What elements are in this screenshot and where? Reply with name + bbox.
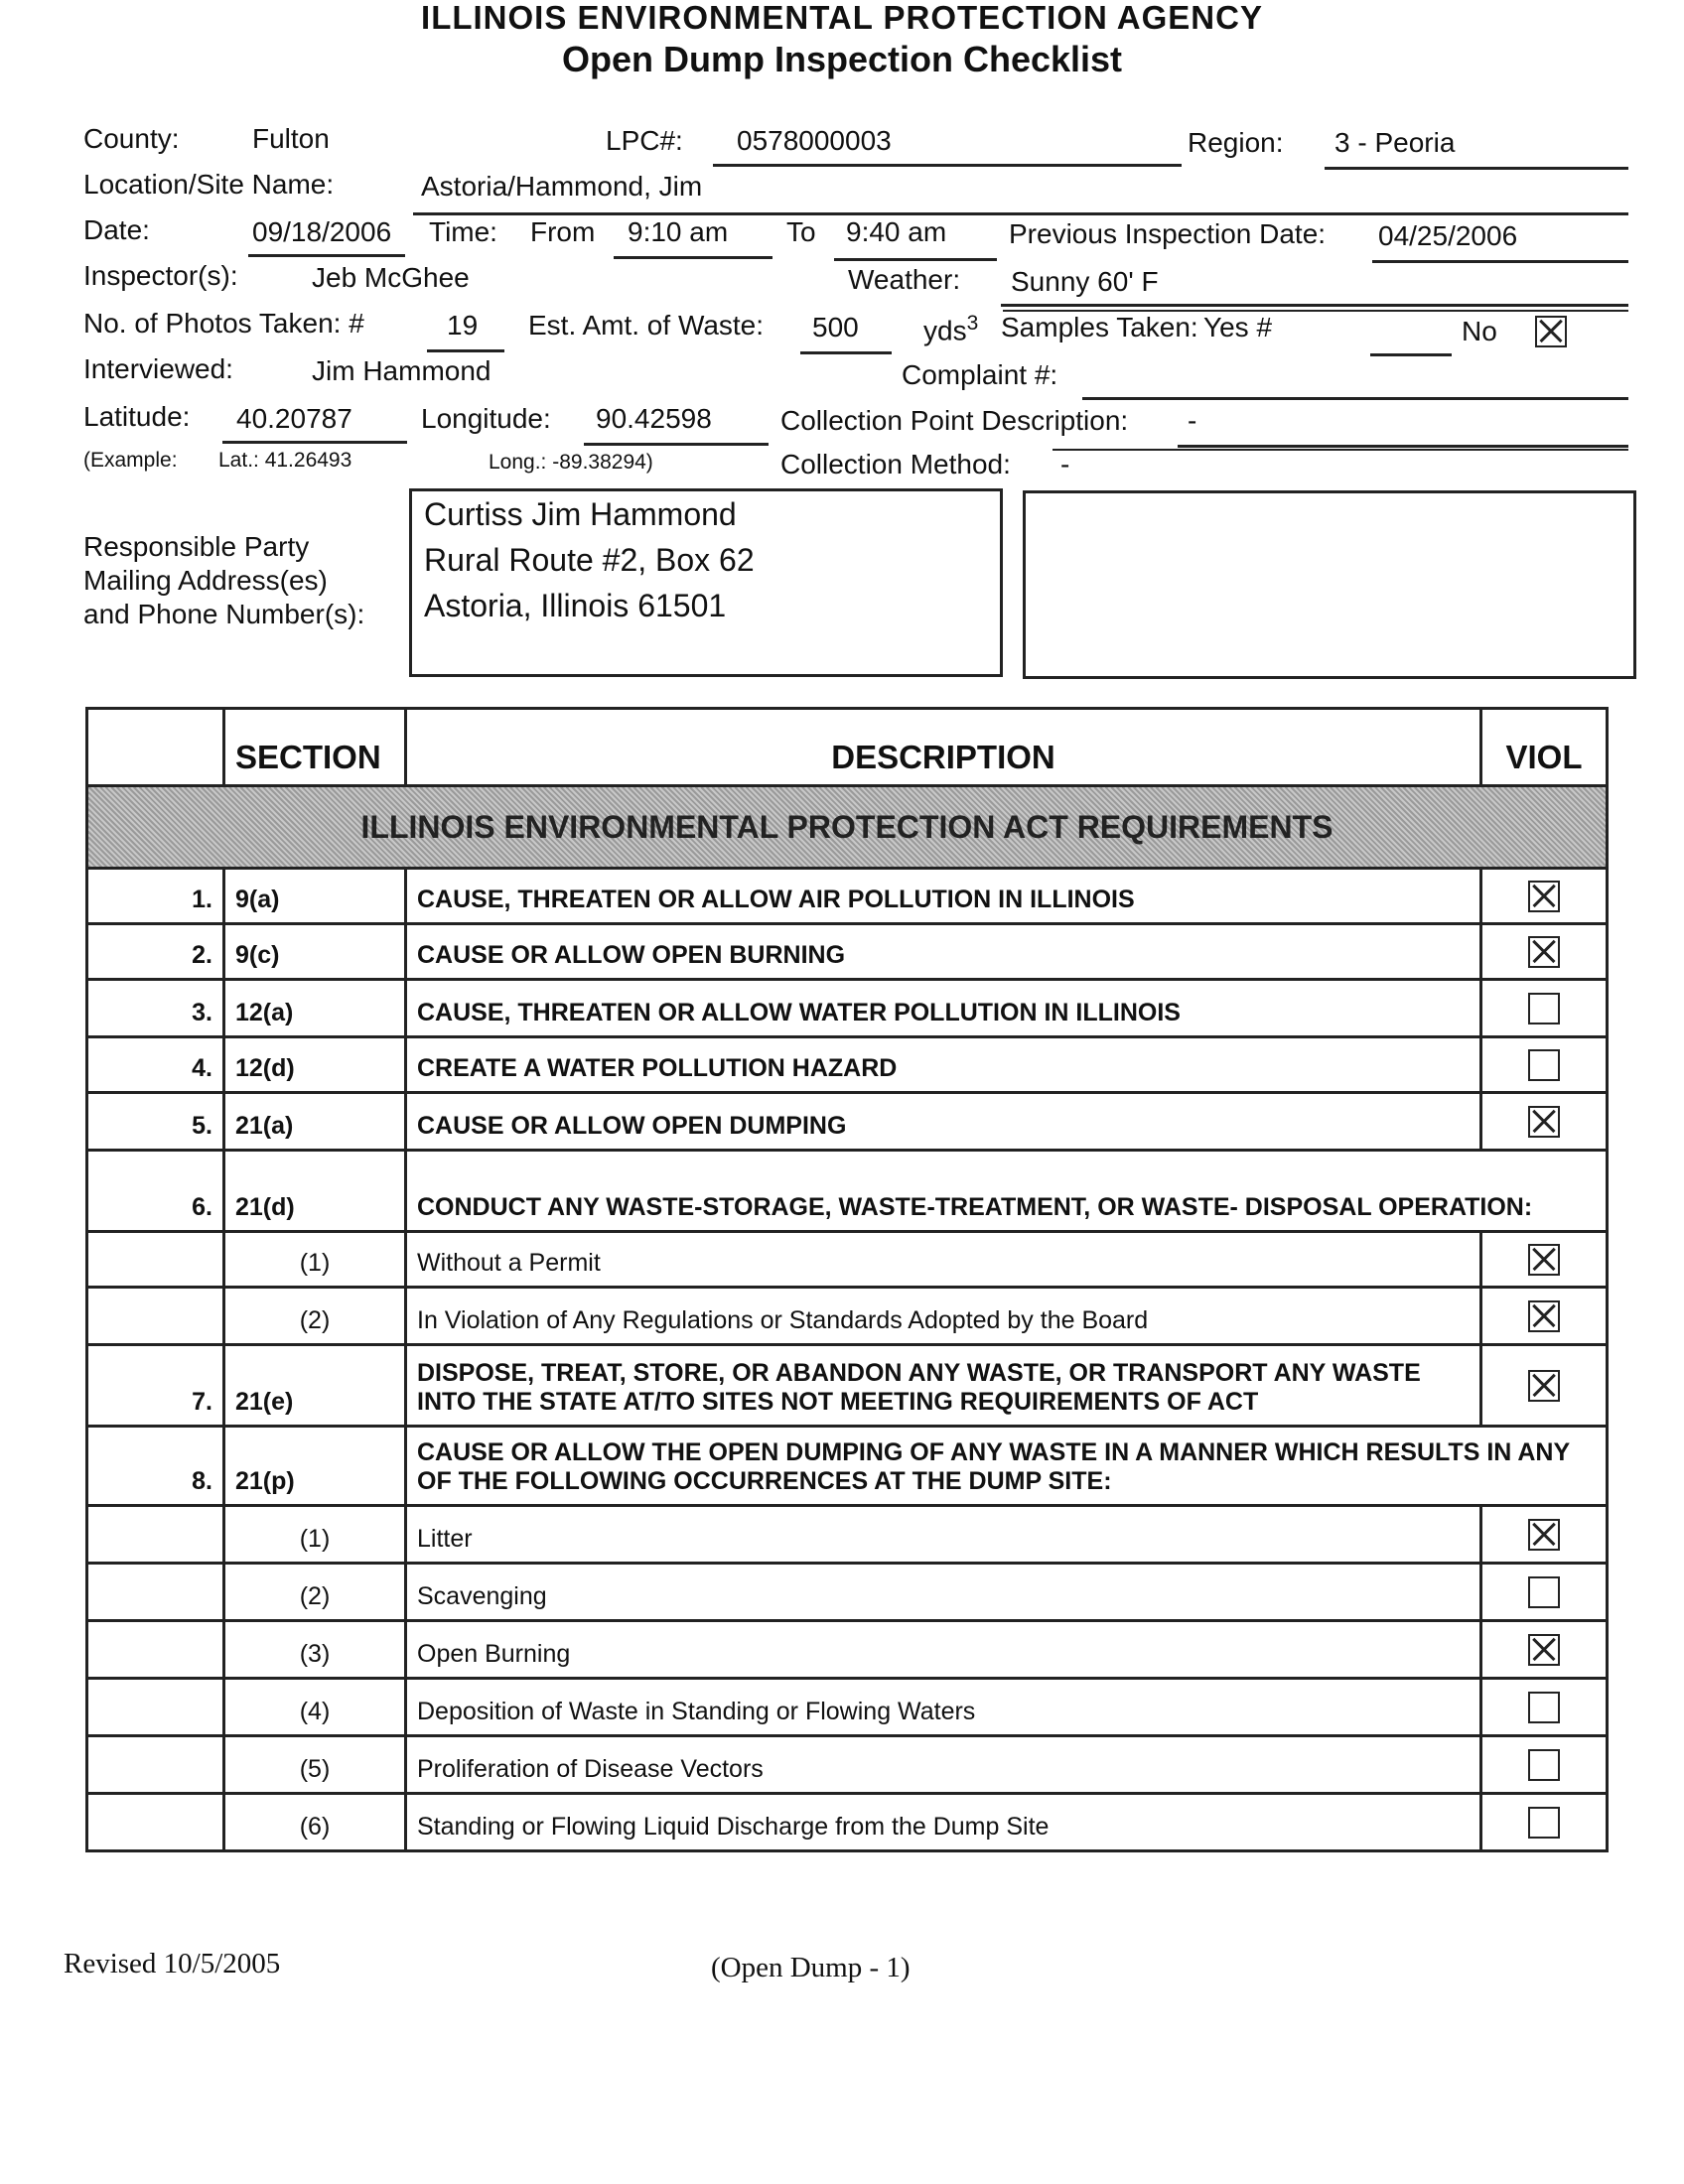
waste-value[interactable]: 500 bbox=[812, 312, 859, 342]
lpc-underline bbox=[713, 164, 1182, 167]
viol-checkbox[interactable] bbox=[1528, 881, 1560, 912]
region-label: Region: bbox=[1188, 127, 1284, 158]
location-underline bbox=[413, 212, 1628, 215]
row-section: 21(e) bbox=[224, 1345, 406, 1427]
photos-underline bbox=[427, 349, 504, 352]
viol-cell[interactable] bbox=[1481, 1232, 1608, 1288]
samples-no-checkbox[interactable] bbox=[1535, 316, 1567, 347]
longitude-label: Longitude: bbox=[421, 403, 551, 434]
table-row bbox=[87, 1564, 1608, 1621]
row-subsection: (3) bbox=[224, 1621, 406, 1679]
county-value[interactable]: Fulton bbox=[252, 123, 330, 154]
header-viol: VIOL bbox=[1481, 709, 1608, 786]
region-underline bbox=[1325, 167, 1628, 170]
samples-no-label: No bbox=[1462, 316, 1497, 346]
prev-inspection-underline bbox=[1372, 260, 1628, 263]
complaint-label: Complaint #: bbox=[902, 359, 1058, 390]
waste-underline bbox=[800, 351, 892, 354]
region-value[interactable]: 3 - Peoria bbox=[1334, 127, 1456, 158]
row-description: Proliferation of Disease Vectors bbox=[406, 1736, 1481, 1794]
viol-checkbox[interactable] bbox=[1528, 1106, 1560, 1138]
viol-cell[interactable] bbox=[1481, 1794, 1608, 1851]
row-section: 12(d) bbox=[224, 1037, 406, 1093]
row-section: 9(a) bbox=[224, 869, 406, 924]
row-subsection: (1) bbox=[224, 1232, 406, 1288]
row-subsection: (2) bbox=[224, 1564, 406, 1621]
row-number: 2. bbox=[87, 924, 224, 980]
time-from-underline bbox=[614, 256, 772, 259]
lpc-label: LPC#: bbox=[606, 125, 683, 156]
row-description: CAUSE OR ALLOW OPEN DUMPING bbox=[406, 1093, 1481, 1151]
samples-top-rule bbox=[1003, 310, 1628, 312]
header-num-cell bbox=[87, 709, 224, 786]
collection-method-value[interactable]: - bbox=[1060, 449, 1070, 479]
lpc-value[interactable]: 0578000003 bbox=[737, 125, 892, 156]
viol-cell[interactable] bbox=[1481, 1037, 1608, 1093]
collection-point-label: Collection Point Description: bbox=[780, 405, 1129, 436]
row-section: 21(a) bbox=[224, 1093, 406, 1151]
time-from-value[interactable]: 9:10 am bbox=[628, 216, 729, 247]
table-row bbox=[87, 1679, 1608, 1736]
row-number: 4. bbox=[87, 1037, 224, 1093]
row-description: Standing or Flowing Liquid Discharge from the Dump Site bbox=[406, 1794, 1481, 1851]
row-description: Deposition of Waste in Standing or Flowing Waters bbox=[406, 1679, 1481, 1736]
row-number: 7. bbox=[87, 1345, 224, 1427]
collection-point-underline bbox=[1178, 445, 1628, 448]
row-description: CONDUCT ANY WASTE-STORAGE, WASTE-TREATMENT, OR WASTE- DISPOSAL OPERATION: bbox=[406, 1151, 1608, 1232]
row-subsection: (6) bbox=[224, 1794, 406, 1851]
agency-name: ILLINOIS ENVIRONMENTAL PROTECTION AGENCY bbox=[421, 0, 1263, 36]
row-subsection: (5) bbox=[224, 1736, 406, 1794]
row-number-empty bbox=[87, 1621, 224, 1679]
table-row bbox=[87, 1288, 1608, 1345]
time-to-underline bbox=[834, 258, 997, 261]
viol-checkbox[interactable] bbox=[1528, 1244, 1560, 1276]
photos-value[interactable]: 19 bbox=[447, 310, 479, 341]
row-number-empty bbox=[87, 1736, 224, 1794]
table-row bbox=[87, 980, 1608, 1037]
weather-label: Weather: bbox=[848, 264, 961, 295]
latitude-underline bbox=[222, 441, 407, 444]
viol-cell[interactable] bbox=[1481, 1621, 1608, 1679]
row-section: 21(p) bbox=[224, 1427, 406, 1506]
rp-address-line1: Curtiss Jim Hammond bbox=[424, 496, 737, 532]
row-description: Without a Permit bbox=[406, 1232, 1481, 1288]
row-description: CAUSE OR ALLOW THE OPEN DUMPING OF ANY WASTE IN A MANNER WHICH RESULTS IN ANY OF THE FOLLOWING OCCURRENCES AT THE DUMP SITE: bbox=[406, 1427, 1608, 1506]
table-row bbox=[87, 1345, 1608, 1427]
time-to-value[interactable]: 9:40 am bbox=[846, 216, 947, 247]
location-value[interactable]: Astoria/Hammond, Jim bbox=[421, 171, 703, 202]
row-number: 3. bbox=[87, 980, 224, 1037]
samples-yes-underline bbox=[1370, 353, 1452, 356]
county-label: County: bbox=[83, 123, 180, 154]
viol-checkbox[interactable] bbox=[1528, 1300, 1560, 1332]
example-lat: Lat.: 41.26493 bbox=[218, 449, 352, 472]
row-number-empty bbox=[87, 1288, 224, 1345]
row-description: CAUSE OR ALLOW OPEN BURNING bbox=[406, 924, 1481, 980]
row-number: 5. bbox=[87, 1093, 224, 1151]
example-long: Long.: -89.38294) bbox=[489, 451, 653, 474]
samples-yes-label: Yes # bbox=[1203, 312, 1273, 342]
viol-cell[interactable] bbox=[1481, 1679, 1608, 1736]
viol-cell[interactable] bbox=[1481, 924, 1608, 980]
viol-checkbox[interactable] bbox=[1528, 1692, 1560, 1723]
viol-cell[interactable] bbox=[1481, 980, 1608, 1037]
row-number-empty bbox=[87, 1506, 224, 1564]
table-row bbox=[87, 1736, 1608, 1794]
table-row bbox=[87, 1621, 1608, 1679]
latitude-label: Latitude: bbox=[83, 401, 191, 432]
rp-label-line3: and Phone Number(s): bbox=[83, 599, 365, 629]
rp-label-line2: Mailing Address(es) bbox=[83, 565, 328, 596]
row-description: CAUSE, THREATEN OR ALLOW WATER POLLUTION IN ILLINOIS bbox=[406, 980, 1481, 1037]
viol-cell[interactable] bbox=[1481, 1564, 1608, 1621]
complaint-underline bbox=[1082, 397, 1628, 400]
row-section: 21(d) bbox=[224, 1151, 406, 1232]
page-title: Open Dump Inspection Checklist bbox=[561, 39, 1123, 79]
longitude-value[interactable]: 90.42598 bbox=[596, 403, 712, 434]
row-subsection: (4) bbox=[224, 1679, 406, 1736]
table-row bbox=[87, 1506, 1608, 1564]
table-row bbox=[87, 1093, 1608, 1151]
date-label: Date: bbox=[83, 214, 150, 245]
interviewed-value[interactable]: Jim Hammond bbox=[312, 355, 491, 386]
row-number: 6. bbox=[87, 1151, 224, 1232]
table-row bbox=[87, 869, 1608, 924]
time-label: Time: bbox=[429, 216, 497, 247]
collection-point-value[interactable]: - bbox=[1188, 405, 1197, 436]
yds-label: yds$^3$ bbox=[923, 312, 979, 346]
collection-method-rule bbox=[1052, 449, 1628, 451]
viol-checkbox[interactable] bbox=[1528, 1049, 1560, 1081]
table-row bbox=[87, 1232, 1608, 1288]
weather-underline bbox=[1001, 304, 1628, 307]
rp-address-line2: Rural Route #2, Box 62 bbox=[424, 542, 755, 578]
table-header-row bbox=[87, 709, 1608, 786]
waste-label: Est. Amt. of Waste: bbox=[528, 310, 765, 341]
viol-checkbox[interactable] bbox=[1528, 1576, 1560, 1608]
revised-date: Revised 10/5/2005 bbox=[64, 1948, 281, 1979]
viol-cell[interactable] bbox=[1481, 1345, 1608, 1427]
yds-superscript: 3 bbox=[966, 312, 979, 335]
longitude-underline bbox=[584, 443, 769, 446]
prev-inspection-value[interactable]: 04/25/2006 bbox=[1378, 220, 1518, 251]
collection-method-label: Collection Method: bbox=[780, 449, 1011, 479]
table-banner-row bbox=[87, 786, 1608, 869]
row-section: 9(c) bbox=[224, 924, 406, 980]
viol-cell[interactable] bbox=[1481, 1093, 1608, 1151]
photos-label: No. of Photos Taken: # bbox=[83, 308, 364, 339]
row-subsection: (1) bbox=[224, 1506, 406, 1564]
row-description: Scavenging bbox=[406, 1564, 1481, 1621]
row-description: DISPOSE, TREAT, STORE, OR ABANDON ANY WASTE, OR TRANSPORT ANY WASTE INTO THE STATE AT/TO SITES NOT MEETING REQUIREMENTS OF ACT bbox=[406, 1345, 1481, 1427]
table-row bbox=[87, 1151, 1608, 1232]
row-number-empty bbox=[87, 1679, 224, 1736]
table-row bbox=[87, 1427, 1608, 1506]
example-label: (Example: bbox=[83, 449, 178, 472]
viol-checkbox[interactable] bbox=[1528, 1370, 1560, 1402]
row-subsection: (2) bbox=[224, 1288, 406, 1345]
row-number: 8. bbox=[87, 1427, 224, 1506]
rp-label-line1: Responsible Party bbox=[83, 531, 310, 562]
prev-inspection-label: Previous Inspection Date: bbox=[1009, 218, 1327, 249]
row-number-empty bbox=[87, 1564, 224, 1621]
table-row bbox=[87, 924, 1608, 980]
row-description: Litter bbox=[406, 1506, 1481, 1564]
viol-cell[interactable] bbox=[1481, 1288, 1608, 1345]
viol-cell[interactable] bbox=[1481, 1736, 1608, 1794]
rp-address-line3: Astoria, Illinois 61501 bbox=[424, 588, 727, 623]
row-section: 12(a) bbox=[224, 980, 406, 1037]
row-description: Open Burning bbox=[406, 1621, 1481, 1679]
viol-checkbox[interactable] bbox=[1528, 1749, 1560, 1781]
banner-text: ILLINOIS ENVIRONMENTAL PROTECTION ACT REQUIREMENTS bbox=[87, 786, 1608, 869]
row-description: In Violation of Any Regulations or Standards Adopted by the Board bbox=[406, 1288, 1481, 1345]
weather-value[interactable]: Sunny 60' F bbox=[1011, 266, 1159, 297]
responsible-party-label bbox=[83, 530, 364, 631]
page-label: (Open Dump - 1) bbox=[711, 1952, 911, 1983]
row-description: CAUSE, THREATEN OR ALLOW AIR POLLUTION IN ILLINOIS bbox=[406, 869, 1481, 924]
viol-cell[interactable] bbox=[1481, 1506, 1608, 1564]
time-to-label: To bbox=[786, 216, 816, 247]
latitude-value[interactable]: 40.20787 bbox=[236, 403, 352, 434]
viol-checkbox[interactable] bbox=[1528, 936, 1560, 968]
samples-label: Samples Taken: bbox=[1001, 312, 1198, 342]
header-section: SECTION bbox=[224, 709, 406, 786]
inspector-value[interactable]: Jeb McGhee bbox=[312, 262, 470, 293]
viol-cell[interactable] bbox=[1481, 869, 1608, 924]
location-label: Location/Site Name: bbox=[83, 169, 335, 200]
date-underline bbox=[248, 254, 405, 257]
viol-checkbox[interactable] bbox=[1528, 1634, 1560, 1666]
responsible-party-box[interactable] bbox=[409, 488, 1003, 677]
row-number: 1. bbox=[87, 869, 224, 924]
responsible-party-box-2[interactable] bbox=[1023, 490, 1636, 679]
time-from-label: From bbox=[530, 216, 596, 247]
inspector-label: Inspector(s): bbox=[83, 260, 238, 291]
date-value[interactable]: 09/18/2006 bbox=[252, 216, 392, 247]
viol-checkbox[interactable] bbox=[1528, 1807, 1560, 1839]
row-number-empty bbox=[87, 1232, 224, 1288]
header-description: DESCRIPTION bbox=[406, 709, 1481, 786]
table-row bbox=[87, 1794, 1608, 1851]
checklist-table bbox=[85, 707, 1609, 1852]
viol-checkbox[interactable] bbox=[1528, 993, 1560, 1024]
table-row bbox=[87, 1037, 1608, 1093]
interviewed-label: Interviewed: bbox=[83, 353, 233, 384]
row-number-empty bbox=[87, 1794, 224, 1851]
viol-checkbox[interactable] bbox=[1528, 1519, 1560, 1551]
row-description: CREATE A WATER POLLUTION HAZARD bbox=[406, 1037, 1481, 1093]
